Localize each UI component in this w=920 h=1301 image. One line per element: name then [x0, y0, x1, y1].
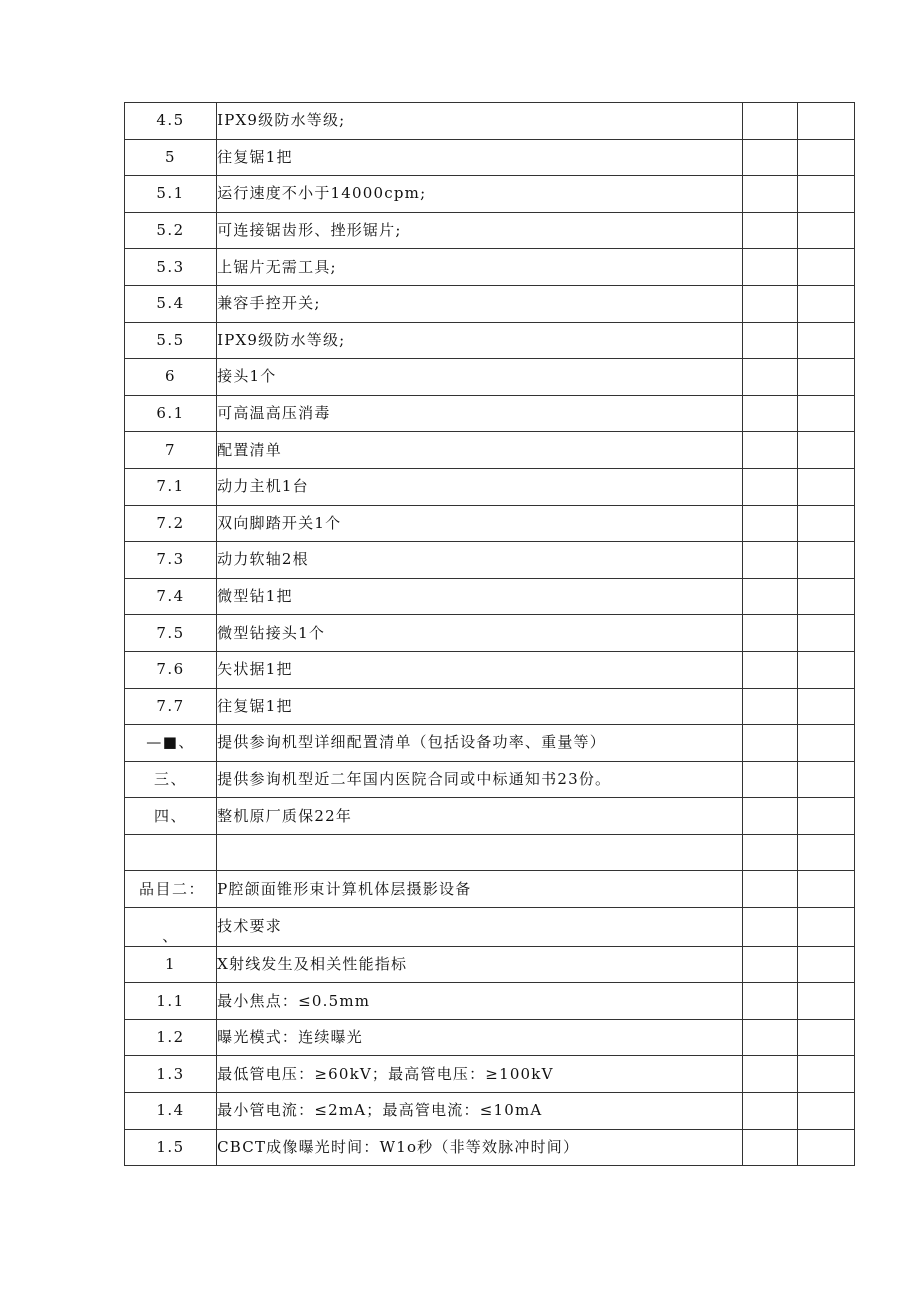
response-cell	[742, 615, 797, 652]
remark-cell	[797, 798, 854, 835]
remark-cell	[797, 1056, 854, 1093]
item-description: 往复锯1把	[217, 688, 743, 725]
response-cell	[742, 432, 797, 469]
table-row	[125, 103, 855, 140]
response-cell	[742, 578, 797, 615]
item-description: 可高温高压消毒	[217, 395, 743, 432]
section-number: —■、	[125, 725, 217, 762]
remark-cell	[797, 946, 854, 983]
table-row	[125, 176, 855, 213]
table-row	[125, 212, 855, 249]
response-cell	[742, 946, 797, 983]
remark-cell	[797, 176, 854, 213]
table-row	[125, 983, 855, 1020]
item-number: 7.6	[125, 651, 217, 688]
item-description: 技术要求	[217, 908, 743, 947]
response-cell	[742, 761, 797, 798]
item-number: 1.4	[125, 1093, 217, 1130]
response-cell	[742, 1129, 797, 1166]
table-row	[125, 761, 855, 798]
item-number: 7.3	[125, 542, 217, 579]
section-number: 三、	[125, 761, 217, 798]
response-cell	[742, 908, 797, 947]
response-cell	[742, 176, 797, 213]
response-cell	[742, 834, 797, 871]
table-row	[125, 505, 855, 542]
remark-cell	[797, 505, 854, 542]
table-row	[125, 468, 855, 505]
item-description	[217, 834, 743, 871]
table-row	[125, 432, 855, 469]
item-description: 整机原厂质保22年	[217, 798, 743, 835]
item-description: 接头1个	[217, 359, 743, 396]
table-row	[125, 285, 855, 322]
item-description: IPX9级防水等级;	[217, 322, 743, 359]
table-row	[125, 1019, 855, 1056]
item-description: 提供参询机型近二年国内医院合同或中标通知书23份。	[217, 761, 743, 798]
item-description: 最低管电压：≥60kV；最高管电压：≥100kV	[217, 1056, 743, 1093]
table-row	[125, 542, 855, 579]
item-number: 5.4	[125, 285, 217, 322]
item-description: 双向脚踏开关1个	[217, 505, 743, 542]
item-number	[125, 834, 217, 871]
remark-cell	[797, 1129, 854, 1166]
response-cell	[742, 688, 797, 725]
remark-cell	[797, 249, 854, 286]
remark-cell	[797, 103, 854, 140]
item-description: 动力软轴2根	[217, 542, 743, 579]
remark-cell	[797, 1093, 854, 1130]
item-description: 往复锯1把	[217, 139, 743, 176]
remark-cell	[797, 212, 854, 249]
table-row	[125, 139, 855, 176]
table-row	[125, 1093, 855, 1130]
item-description: 动力主机1台	[217, 468, 743, 505]
table-row	[125, 908, 855, 947]
item-description: 微型钻1把	[217, 578, 743, 615]
response-cell	[742, 505, 797, 542]
table-row	[125, 395, 855, 432]
table-row	[125, 798, 855, 835]
section-number: 四、	[125, 798, 217, 835]
item-description: 矢状据1把	[217, 651, 743, 688]
remark-cell	[797, 1019, 854, 1056]
remark-cell	[797, 578, 854, 615]
remark-cell	[797, 615, 854, 652]
table-row	[125, 615, 855, 652]
table-row-category	[125, 871, 855, 908]
item-number: 7.5	[125, 615, 217, 652]
response-cell	[742, 212, 797, 249]
item-number: 6	[125, 359, 217, 396]
table-row	[125, 578, 855, 615]
remark-cell	[797, 395, 854, 432]
response-cell	[742, 542, 797, 579]
item-number: 1.1	[125, 983, 217, 1020]
item-description: 可连接锯齿形、挫形锯片;	[217, 212, 743, 249]
remark-cell	[797, 761, 854, 798]
response-cell	[742, 1093, 797, 1130]
item-number: 7.7	[125, 688, 217, 725]
table-row	[125, 651, 855, 688]
item-number: 1.5	[125, 1129, 217, 1166]
response-cell	[742, 651, 797, 688]
remark-cell	[797, 983, 854, 1020]
table-row	[125, 1129, 855, 1166]
item-number: 5.3	[125, 249, 217, 286]
table-row	[125, 946, 855, 983]
item-description: 微型钻接头1个	[217, 615, 743, 652]
response-cell	[742, 395, 797, 432]
response-cell	[742, 468, 797, 505]
item-description: IPX9级防水等级;	[217, 103, 743, 140]
table-row	[125, 249, 855, 286]
response-cell	[742, 725, 797, 762]
remark-cell	[797, 651, 854, 688]
response-cell	[742, 798, 797, 835]
remark-cell	[797, 322, 854, 359]
response-cell	[742, 359, 797, 396]
remark-cell	[797, 834, 854, 871]
remark-cell	[797, 871, 854, 908]
response-cell	[742, 1056, 797, 1093]
response-cell	[742, 139, 797, 176]
spec-table	[124, 102, 855, 1166]
item-description: 最小管电流：≤2mA；最高管电流：≤10mA	[217, 1093, 743, 1130]
item-number: 5	[125, 139, 217, 176]
item-number: 7.4	[125, 578, 217, 615]
item-description: 运行速度不小于14000cpm;	[217, 176, 743, 213]
item-description: 曝光模式：连续曝光	[217, 1019, 743, 1056]
response-cell	[742, 285, 797, 322]
item-description: 最小焦点：≤0.5mm	[217, 983, 743, 1020]
item-description: 提供参询机型详细配置清单（包括设备功率、重量等）	[217, 725, 743, 762]
item-number: 1	[125, 946, 217, 983]
item-description: CBCT成像曝光时间：W1o秒（非等效脉冲时间）	[217, 1129, 743, 1166]
remark-cell	[797, 542, 854, 579]
item-description: 兼容手控开关;	[217, 285, 743, 322]
item-description: X射线发生及相关性能指标	[217, 946, 743, 983]
item-number: 7.1	[125, 468, 217, 505]
table-row	[125, 359, 855, 396]
response-cell	[742, 983, 797, 1020]
category-title: P腔颌面锥形束计算机体层摄影设备	[217, 871, 743, 908]
item-number: 1.3	[125, 1056, 217, 1093]
table-row-empty	[125, 834, 855, 871]
item-number: 5.1	[125, 176, 217, 213]
table-row	[125, 725, 855, 762]
remark-cell	[797, 139, 854, 176]
item-number: 7.2	[125, 505, 217, 542]
remark-cell	[797, 359, 854, 396]
remark-cell	[797, 725, 854, 762]
table-row	[125, 688, 855, 725]
item-number: 5.2	[125, 212, 217, 249]
remark-cell	[797, 432, 854, 469]
response-cell	[742, 1019, 797, 1056]
section-number: 、	[125, 908, 217, 947]
remark-cell	[797, 688, 854, 725]
remark-cell	[797, 285, 854, 322]
item-description: 配置清单	[217, 432, 743, 469]
table-row	[125, 1056, 855, 1093]
remark-cell	[797, 908, 854, 947]
item-number: 5.5	[125, 322, 217, 359]
response-cell	[742, 322, 797, 359]
item-description: 上锯片无需工具;	[217, 249, 743, 286]
item-number: 1.2	[125, 1019, 217, 1056]
item-number: 6.1	[125, 395, 217, 432]
remark-cell	[797, 468, 854, 505]
category-label: 品目二：	[125, 871, 217, 908]
response-cell	[742, 871, 797, 908]
response-cell	[742, 103, 797, 140]
response-cell	[742, 249, 797, 286]
table-row	[125, 322, 855, 359]
item-number: 7	[125, 432, 217, 469]
item-number: 4.5	[125, 103, 217, 140]
